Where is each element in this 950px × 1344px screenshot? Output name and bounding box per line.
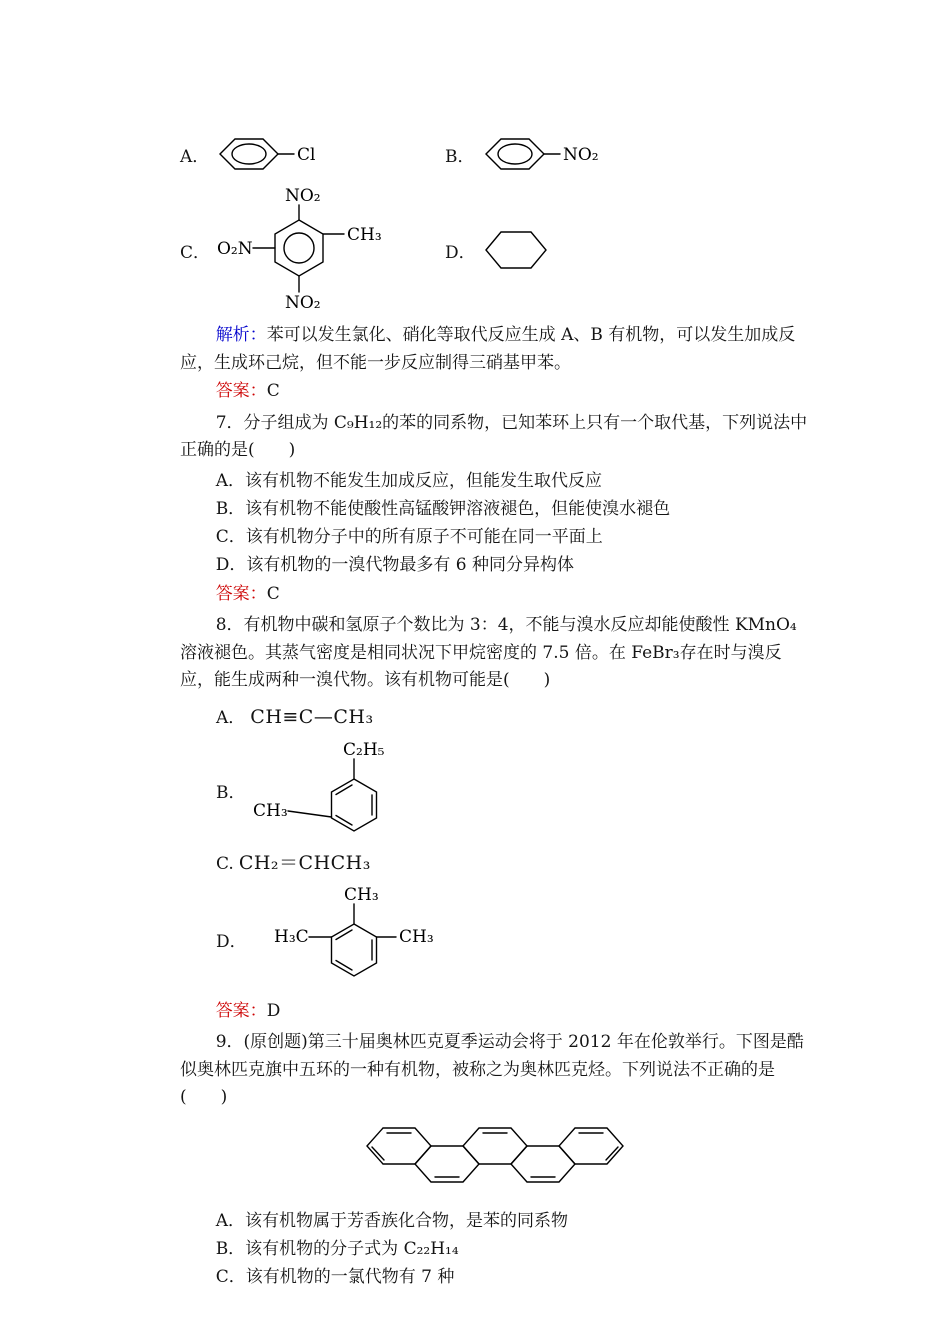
q6-answer	[180, 378, 812, 406]
q8-option-c	[180, 849, 812, 878]
q6-options-row-1	[180, 130, 812, 178]
q7-answer	[180, 581, 812, 609]
q9-option-b: B．该有机物的分子式为 C₂₂H₁₄	[215, 1239, 459, 1259]
q8-option-d	[180, 886, 812, 994]
methyl-top-label: CH₃	[343, 885, 379, 905]
nitrobenzene-structure	[480, 130, 620, 178]
ethyl-methylbenzene-structure	[251, 739, 436, 841]
q6-option-c	[180, 188, 445, 312]
q8-option-a-label: A．	[216, 707, 246, 728]
q7-stem: 7．分子组成为 C₉H₁₂的苯的同系物，已知苯环上只有一个取代基，下列说法中正确的是( )	[180, 412, 808, 461]
q8-answer	[180, 998, 812, 1026]
answer-label: 答案：	[215, 583, 267, 604]
methyl-right-label: CH₃	[398, 926, 434, 947]
tnt-top-nitro-label: NO₂	[285, 188, 321, 206]
q7-option-b: B．该有机物不能使酸性高锰酸钾溶液褪色，但能使溴水褪色	[215, 498, 671, 519]
content-column	[180, 130, 812, 1291]
propyne-formula: CH≡C—CH₃	[250, 705, 374, 728]
q6-option-d	[445, 225, 553, 275]
q8-option-c-label: C.	[216, 854, 234, 875]
answer-label: 答案：	[215, 381, 267, 402]
chlorobenzene-structure	[214, 130, 344, 178]
tnt-bottom-nitro-label: NO₂	[285, 293, 321, 312]
q8-stem: 8．有机物中碳和氢原子个数比为 3：4，不能与溴水反应却能使酸性 KMnO₄溶液褪色。其蒸气密度是相同状况下甲烷密度的 7.5 倍。在 FeBr₃存在时与溴反应，能生成两种一溴代物。该有机物可能是( )	[180, 615, 797, 691]
q6-option-d-label: D．	[445, 242, 476, 263]
q7-option-d: D．该有机物的一溴代物最多有 6 种同分异构体	[215, 555, 574, 576]
answer-value: C	[266, 583, 280, 604]
q9-figure	[180, 1124, 812, 1193]
tnt-left-nitro-label: O₂N	[217, 239, 253, 259]
nitro-label: NO₂	[562, 145, 599, 165]
answer-value: D	[266, 1000, 281, 1021]
q7-option-a: A．该有机物不能发生加成反应，但能发生取代反应	[215, 470, 602, 491]
q6-analysis	[180, 322, 812, 377]
q9-stem: 9．(原创题)第三十届奥林匹克夏季运动会将于 2012 年在伦敦举行。下图是酷似奥林匹克旗中五环的一种有机物，被称之为奥林匹克烃。下列说法不正确的是( )	[180, 1032, 804, 1108]
q9-option-a: A．该有机物属于芳香族化合物，是苯的同系物	[215, 1210, 568, 1231]
methyl-left-label: H₃C	[273, 926, 309, 947]
q6-option-a-label: A．	[180, 146, 210, 167]
q8-option-a	[180, 703, 812, 732]
q6-options-row-2	[180, 188, 812, 312]
q8-option-b-label: B．	[216, 782, 246, 803]
analysis-text: 苯可以发生氯化、硝化等取代反应生成 A、B 有机物，可以发生加成反应，生成环己烷，但不能一步反应制得三硝基甲苯。	[180, 325, 796, 373]
propene-formula: CH₂＝CHCH₃	[238, 852, 371, 875]
olympicene-structure	[363, 1124, 629, 1188]
cyclohexane-structure	[481, 225, 553, 275]
tnt-methyl-label: CH₃	[347, 225, 382, 245]
answer-value: C	[266, 381, 280, 402]
q6-option-a	[180, 130, 445, 178]
analysis-label: 解析：	[215, 325, 267, 345]
trimethylbenzene-structure	[252, 886, 452, 994]
q6-option-b-label: B．	[445, 146, 475, 167]
trinitrotoluene-structure	[215, 188, 415, 312]
q9-option-c: C．该有机物的一氯代物有 7 种	[215, 1267, 455, 1288]
q8-option-b	[180, 739, 812, 841]
answer-label: 答案：	[215, 1000, 267, 1021]
q8-option-d-label: D．	[216, 932, 247, 953]
chlorine-label: Cl	[297, 145, 316, 165]
ethyl-label: C₂H₅	[342, 740, 384, 761]
methyl-label: CH₃	[252, 801, 288, 822]
q6-option-c-label: C．	[180, 242, 211, 263]
q7-option-c: C．该有机物分子中的所有原子不可能在同一平面上	[215, 527, 603, 548]
q6-option-b	[445, 130, 620, 178]
